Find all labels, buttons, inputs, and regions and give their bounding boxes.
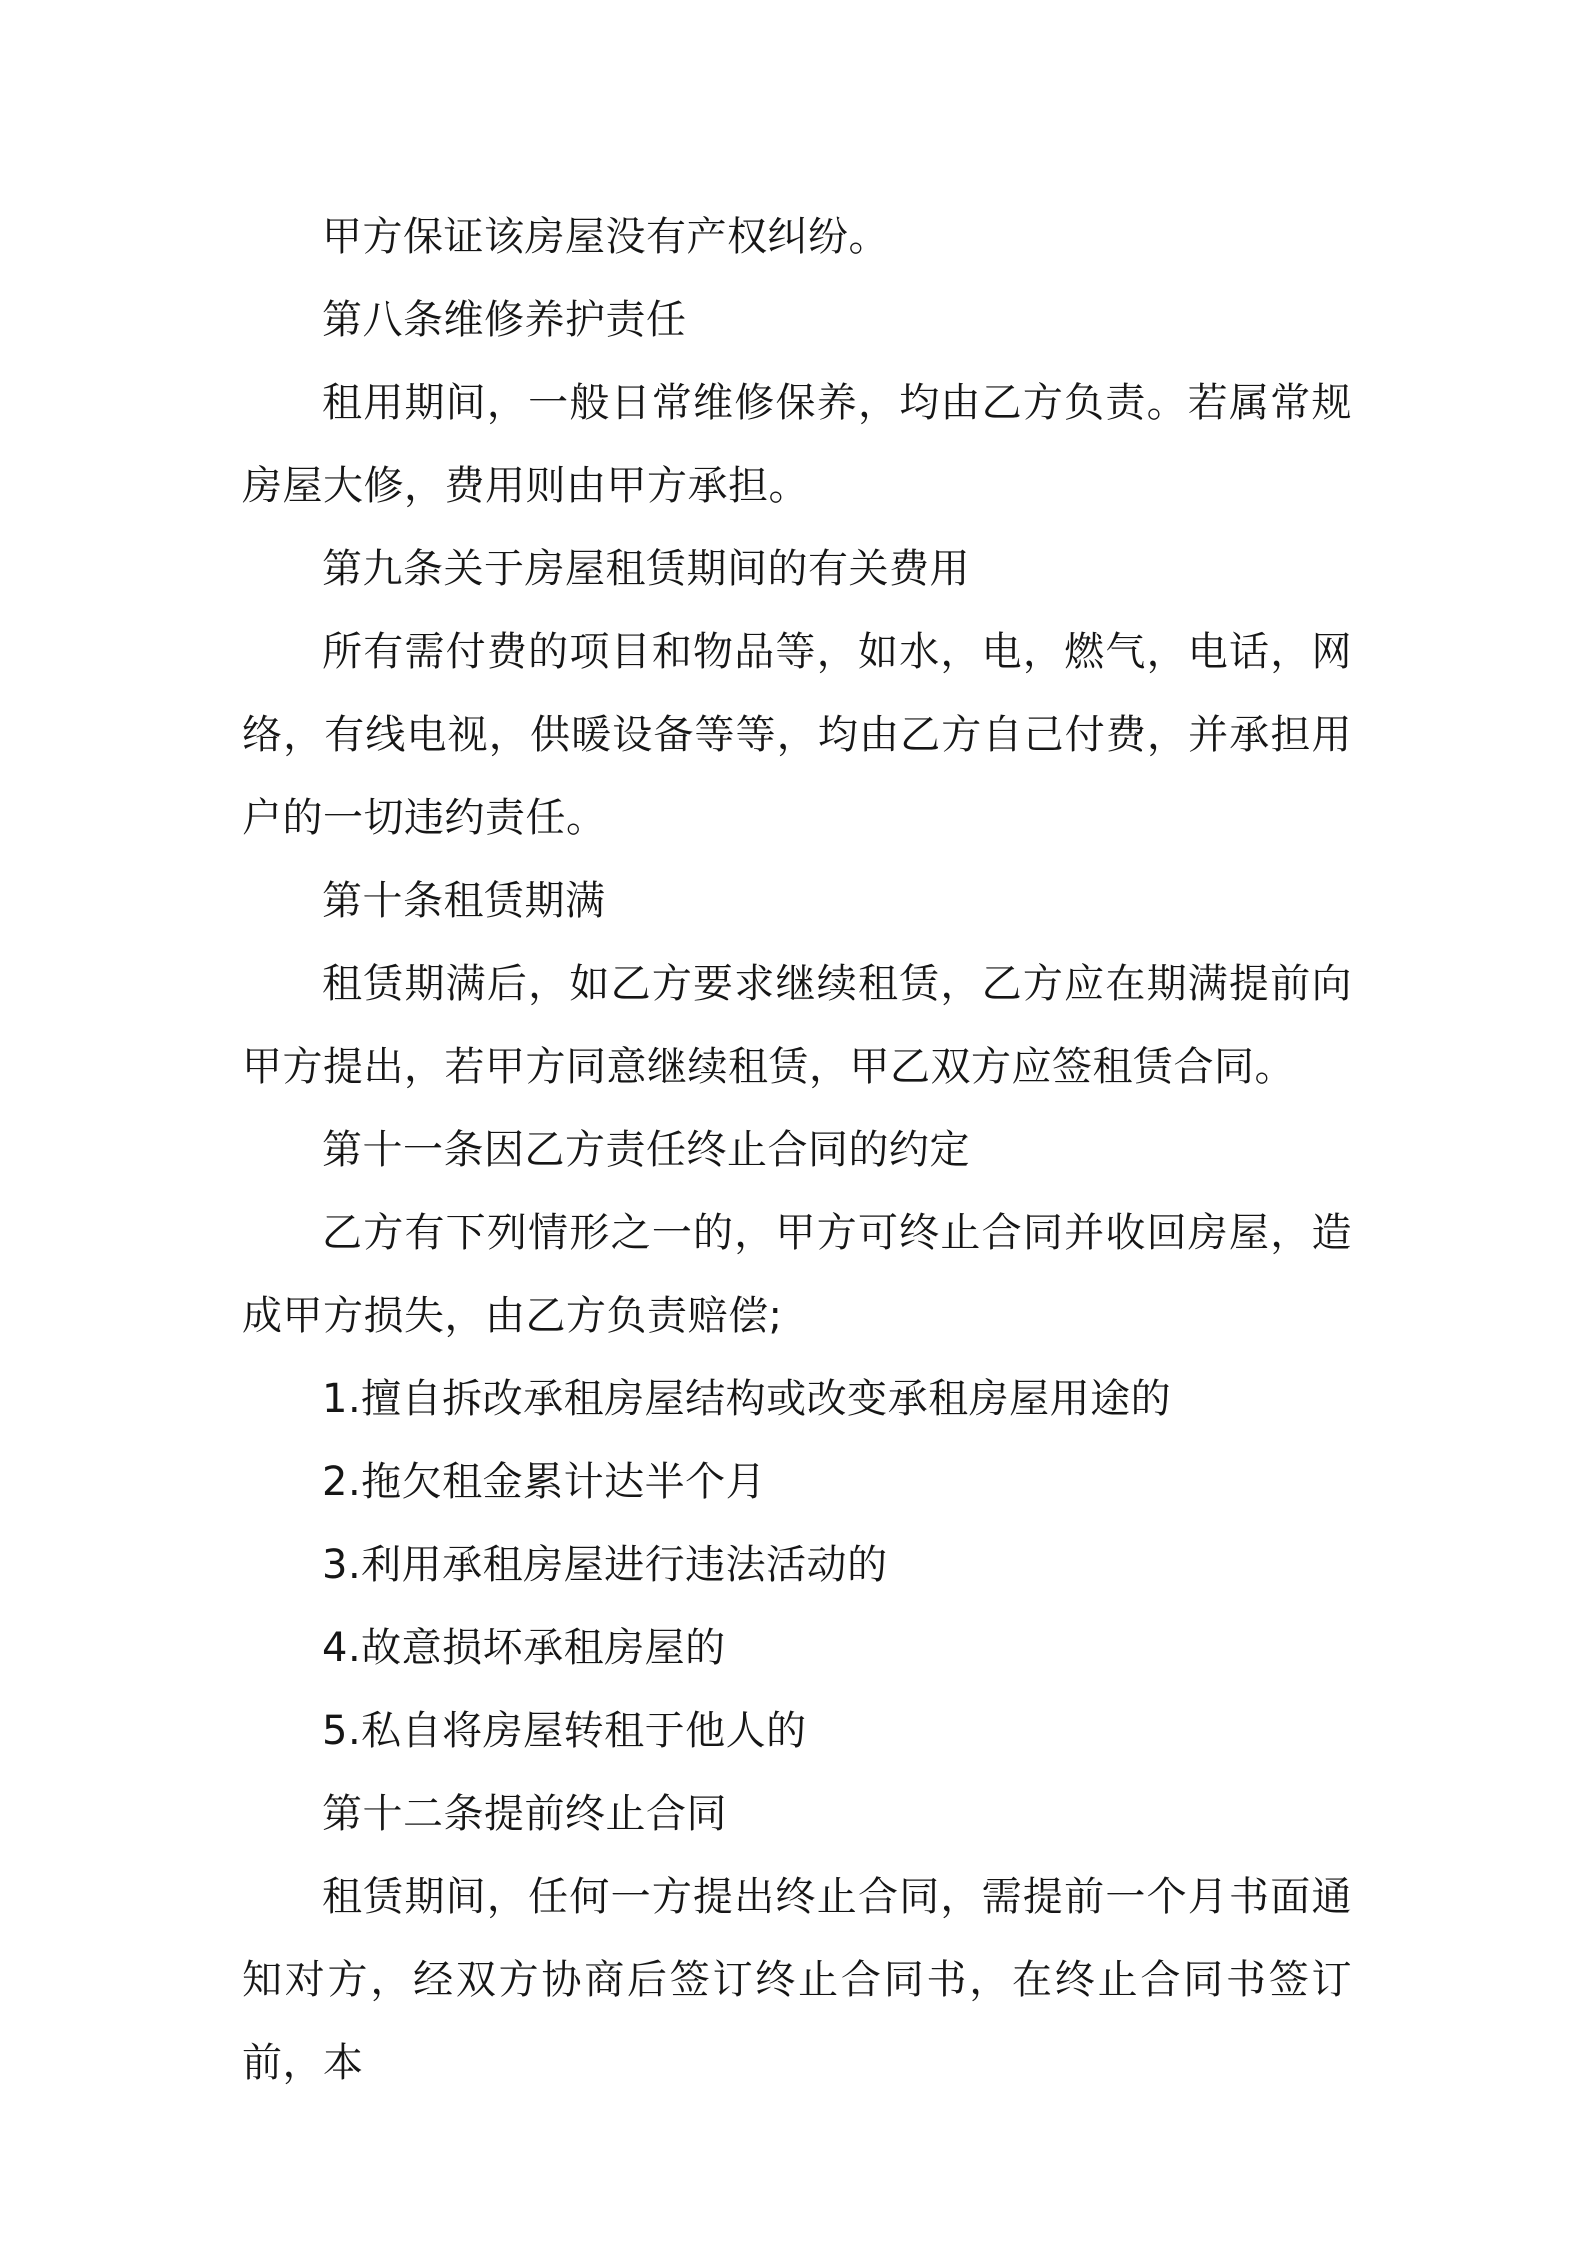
clause-10-body: 租赁期满后，如乙方要求继续租赁，乙方应在期满提前向甲方提出，若甲方同意继续租赁，甲乙双方应签租赁合同。 (242, 961, 1352, 1090)
clause-8-body: 租用期间，一般日常维修保养，均由乙方负责。若属常规房屋大修，费用则由甲方承担。 (242, 380, 1352, 509)
clause-12-body: 租赁期间，任何一方提出终止合同，需提前一个月书面通知对方，经双方协商后签订终止合同书，在终止合同书签订前，本 (242, 1874, 1352, 2086)
clause-11-item-4: 4.故意损坏承租房屋的 (322, 1625, 726, 1671)
clause-10-heading: 第十条租赁期满 (322, 878, 606, 924)
clause-11-item-5: 5.私自将房屋转租于他人的 (322, 1708, 807, 1754)
clause-8-heading: 第八条维修养护责任 (322, 297, 687, 343)
clause-9-heading: 第九条关于房屋租赁期间的有关费用 (322, 546, 970, 592)
clause-11-heading: 第十一条因乙方责任终止合同的约定 (322, 1127, 970, 1173)
clause-12-heading: 第十二条提前终止合同 (322, 1791, 727, 1837)
clause-11-body: 乙方有下列情形之一的，甲方可终止合同并收回房屋，造成甲方损失，由乙方负责赔偿; (242, 1210, 1352, 1339)
clause-11-item-1: 1.擅自拆改承租房屋结构或改变承租房屋用途的 (322, 1376, 1172, 1422)
clause-7-guarantee: 甲方保证该房屋没有产权纠纷。 (322, 214, 889, 260)
document-body (242, 196, 1352, 2105)
clause-11-item-2: 2.拖欠租金累计达半个月 (322, 1459, 767, 1505)
clause-11-item-3: 3.利用承租房屋进行违法活动的 (322, 1542, 888, 1588)
clause-9-body: 所有需付费的项目和物品等，如水，电，燃气，电话，网络，有线电视，供暖设备等等，均由乙方自己付费，并承担用户的一切违约责任。 (242, 629, 1352, 841)
